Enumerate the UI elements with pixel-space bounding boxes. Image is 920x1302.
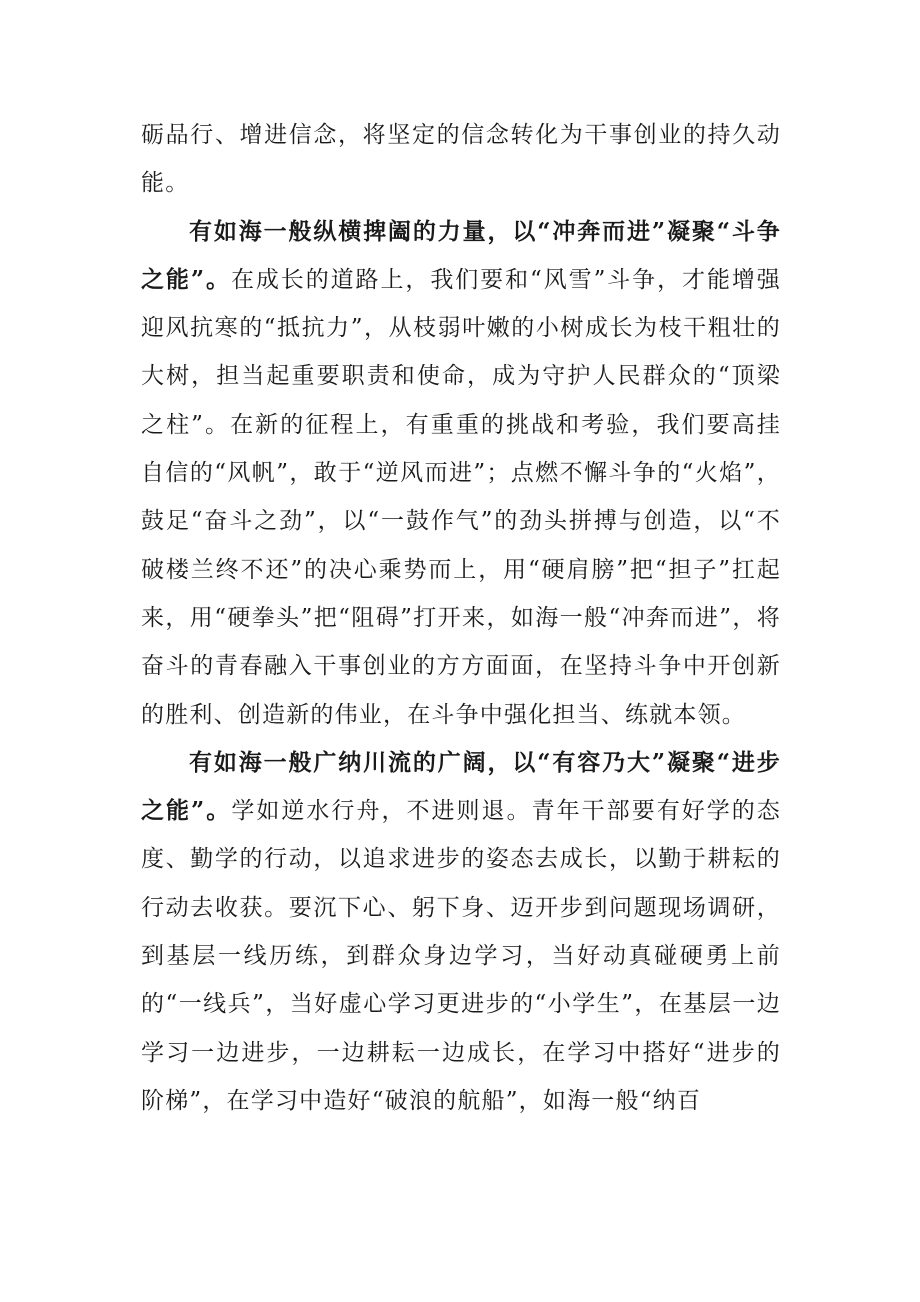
- paragraph-lead-heading: 有如海一般广纳川流的广阔，以“有容乃大”凝聚“进步之能”。: [141, 748, 781, 825]
- document-page: [141, 111, 781, 1125]
- paragraph-text: 在成长的道路上，我们要和“风雪”斗争，才能增强迎风抗寒的“抵抗力”，从枝弱叶嫩的小树成长为枝干粗壮的大树，担当起重要职责和使命，成为守护人民群众的“顶梁之柱”。在新的征程上，有重重的挑战和考验，我们要高挂自信的“风帆”，敢于“逆风而进”；点燃不懈斗争的“火焰”，鼓足“奋斗之劲”，以“一鼓作气”的劲头拼搏与创造，以“不破楼兰终不还”的决心乘势而上，用“硬肩膀”把“担子”扛起来，用“硬拳头”把“阻碍”打开来，如海一般“冲奔而进”，将奋斗的青春融入干事创业的方方面面，在坚持斗争中开创新的胜利、创造新的伟业，在斗争中强化担当、练就本领。: [141, 266, 781, 728]
- paragraph-continuation: [141, 111, 781, 208]
- paragraph-lead-heading: 有如海一般纵横捭阖的力量，以“冲奔而进”凝聚“斗争之能”。: [141, 217, 781, 293]
- paragraph-progress: [141, 739, 781, 1125]
- paragraph-struggle: [141, 208, 781, 739]
- paragraph-text: 学如逆水行舟，不进则退。青年干部要有好学的态度、勤学的行动，以追求进步的姿态去成长，以勤于耕耘的行动去收获。要沉下心、躬下身、迈开步到问题现场调研，到基层一线历练，到群众身边学习，当好动真碰硬勇上前的“一线兵”，当好虚心学习更进步的“小学生”，在基层一边学习一边进步，一边耕耘一边成长，在学习中搭好“进步的阶梯”，在学习中造好“破浪的航船”，如海一般“纳百: [141, 798, 782, 1114]
- paragraph-text: 砺品行、增进信念，将坚定的信念转化为干事创业的持久动能。: [141, 122, 781, 197]
